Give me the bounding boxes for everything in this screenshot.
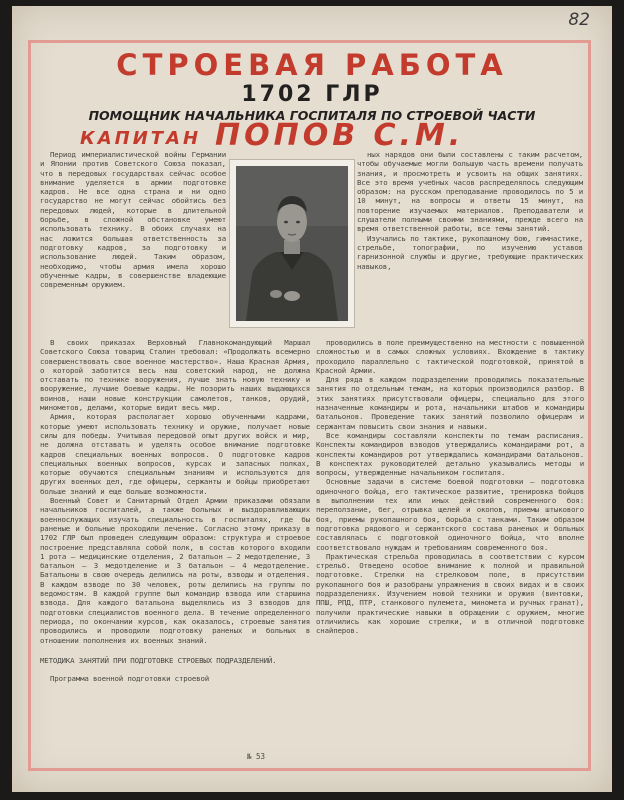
person-name: ПОПОВ С.М.	[215, 118, 465, 153]
paragraph: Изучались по тактике, рукопашному бою, гимнастике, стрельбе, топографии, по изучению уставов гарнизонной службы и другие, требующие практических навыков,	[357, 233, 583, 271]
text-column-right-top	[357, 150, 583, 336]
text-column-left-top	[40, 150, 226, 336]
text-column-left	[40, 338, 310, 770]
paragraph: Основные задачи в системе боевой подготовки — подготовка одиночного бойца, его тактическое развитие, тренировка бойцов в выполнении тех или иных действий современного боя: переползание, бег, отрывка щелей и окопов, приемы штыкового боя, приемы рукопашного боя, борьба с танками. Таким образом подготовка рядового и сержантского состава раненых и больных составлялась с подготовкой одиночного бойца, что вполне соответствовало нуждам и требованиям современного боя.	[316, 477, 584, 552]
paragraph: Практическая стрельба проводилась в соответствии с курсом стрельб. Отведено особое внимание к полной и правильной подготовке. Стрелки на стрелковом поле, в присутствии рукопашного боя и разобраны упражнения в своих видах и в своих подразделениях. Изучением новой техники и оружия (винтовки, ППШ, РПД, ПТР, станкового пулемета, миномета и ручных гранат), получили практические навыки в обращении с оружием, многие отличились как хорошие стрелки, и в отличной подготовке снайперов.	[316, 551, 584, 636]
page-title: СТРОЕВАЯ РАБОТА	[116, 48, 508, 82]
page-number: 82	[568, 10, 590, 30]
rank-label: КАПИТАН	[80, 128, 202, 149]
portrait-photo	[230, 160, 354, 327]
paragraph: Армия, которая располагает хорошо обученными кадрами, которые умеют использовать технику и оружие, получает новые силы для победы. Учитывая передовой опыт других войск и мир, не должна отставать и уделять особое внимание подготовке кадров специальных военных вопросов. О подготовке кадров специальных военных вопросов, курсах и запасных полках, которые обучаются специальным знаниям и используются для других военных дел, где офицеры, сержанты и бойцы приобретают больше знаний и еще больше возможности.	[40, 412, 310, 496]
portrait-photo-image	[236, 166, 348, 321]
paragraph: Период империалистической войны Германии и Японии против Советского Союза показал, что в передовых государствах сейчас особое внимание уделяется в армии подготовке кадров. Не все одна страна и ни одно государство не могут сейчас обойтись без передовых людей, которые в длительной борьбе, в сложной обстановке умеют использовать технику. В обоих случаях на нас ложится большая ответственность за подготовку кадров, за подготовку и использование людей. Таким образом, необходимо, чтобы армия имела хорошо обученные кадры, в совершенстве владеющие современным оружием.	[40, 150, 226, 290]
portrait-figure-icon	[236, 166, 348, 321]
paragraph: проводились в поле преимущественно на местности с повышенной сложностью и в самых сложных условиях. Вхождение в тактику проходило параллельно с тактической подготовкой, принятой в Красной Армии.	[316, 338, 584, 375]
paragraph: В своих приказах Верховный Главнокомандующий Маршал Советского Союза товарищ Сталин требовал: «Продолжать всемерно совершенствовать свое военное мастерство». Наша Красная Армия, о которой заботится весь наш советский народ, не должна отставать по технике вооружения, лучше знать новую технику и вооружение, лучшие боевые кадры. Не позорить наших выдающихся воинов, наши новые конструкции самолетов, танков, орудий, минометов, делами, которые видит весь мир.	[40, 338, 310, 413]
paragraph: Программа военной подготовки строевой	[50, 674, 210, 684]
position-subtitle: ПОМОЩНИК НАЧАЛЬНИКА ГОСПИТАЛЯ ПО СТРОЕВОЙ ЧАСТИ	[88, 108, 536, 123]
paragraph: Военный Совет и Санитарный Отдел Армии приказами обязали начальников госпиталей, а также больных и выздоравливающих военнослужащих изучать специальность в госпиталях, где бы раненые и больные проходили лечение. Согласно этому приказу в 1702 ГЛР был проведен следующим образом: структура и строевое построение представляла собой полк, в состав которого входили 1 рота — медицинские отделения, 2 батальон — 2 медотделение, 3 батальон — 3 медотделение и 3 батальон — 4 медотделение. Батальоны в свою очередь делились на роты, взводы и отделения. В каждом взводе по 30 человек, роты делились на группы по ведомостям. В каждой группе был командир взвода или старшина взвода. Для каждого батальона выделялись из 3 взводов для подготовки специалистов военного дела. В течение определенного периода, по окончании курсов, как оказалось, строевые занятия проводились и проводили подготовку раненых и больных в отношении пополнения их военных знаний.	[40, 496, 310, 645]
unit-name: 1702 ГЛР	[241, 82, 383, 107]
text-column-right	[316, 338, 584, 770]
stamp-number: № 53	[247, 752, 266, 761]
paragraph: ных нарядов они были составлены с таким расчетом, чтобы обучаемые могли большую часть времени получать знания, и просмотреть и усвоить на общих занятиях. Все это время учебных часов распределялось следующим образом: на русском преподавание проводилось по 5 и 10 минут, на вопросы и ответы 15 минут, на повторение изучаемых материалов. Преподаватели и слушатели полными своими знаниями, прежде всего на время ответственной работы, все темы занятий.	[357, 150, 583, 234]
paragraph: Все командиры составляли конспекты по темам расписания. Конспекты командиров взводов утверждались командирами рот, а конспекты командиров рот утверждались командирами батальонов. В конспектах руководителей детально указывались методы и вопросы, утвержденные начальником госпиталя.	[316, 430, 584, 478]
section-heading: МЕТОДИКА ЗАНЯТИЙ ПРИ ПОДГОТОВКЕ СТРОЕВЫХ ПОДРАЗДЕЛЕНИЙ.	[40, 655, 277, 665]
paragraph: Для ряда в каждом подразделении проводились показательные занятия по отдельным темам, на которых производился разбор. В этих занятиях присутствовали офицеры, специально для этого назначенные командиры и рота, начальники штабов и командиры батальонов. Проведение таких занятий позволило офицерам и сержантам повысить свои знания и навыки.	[316, 375, 584, 431]
